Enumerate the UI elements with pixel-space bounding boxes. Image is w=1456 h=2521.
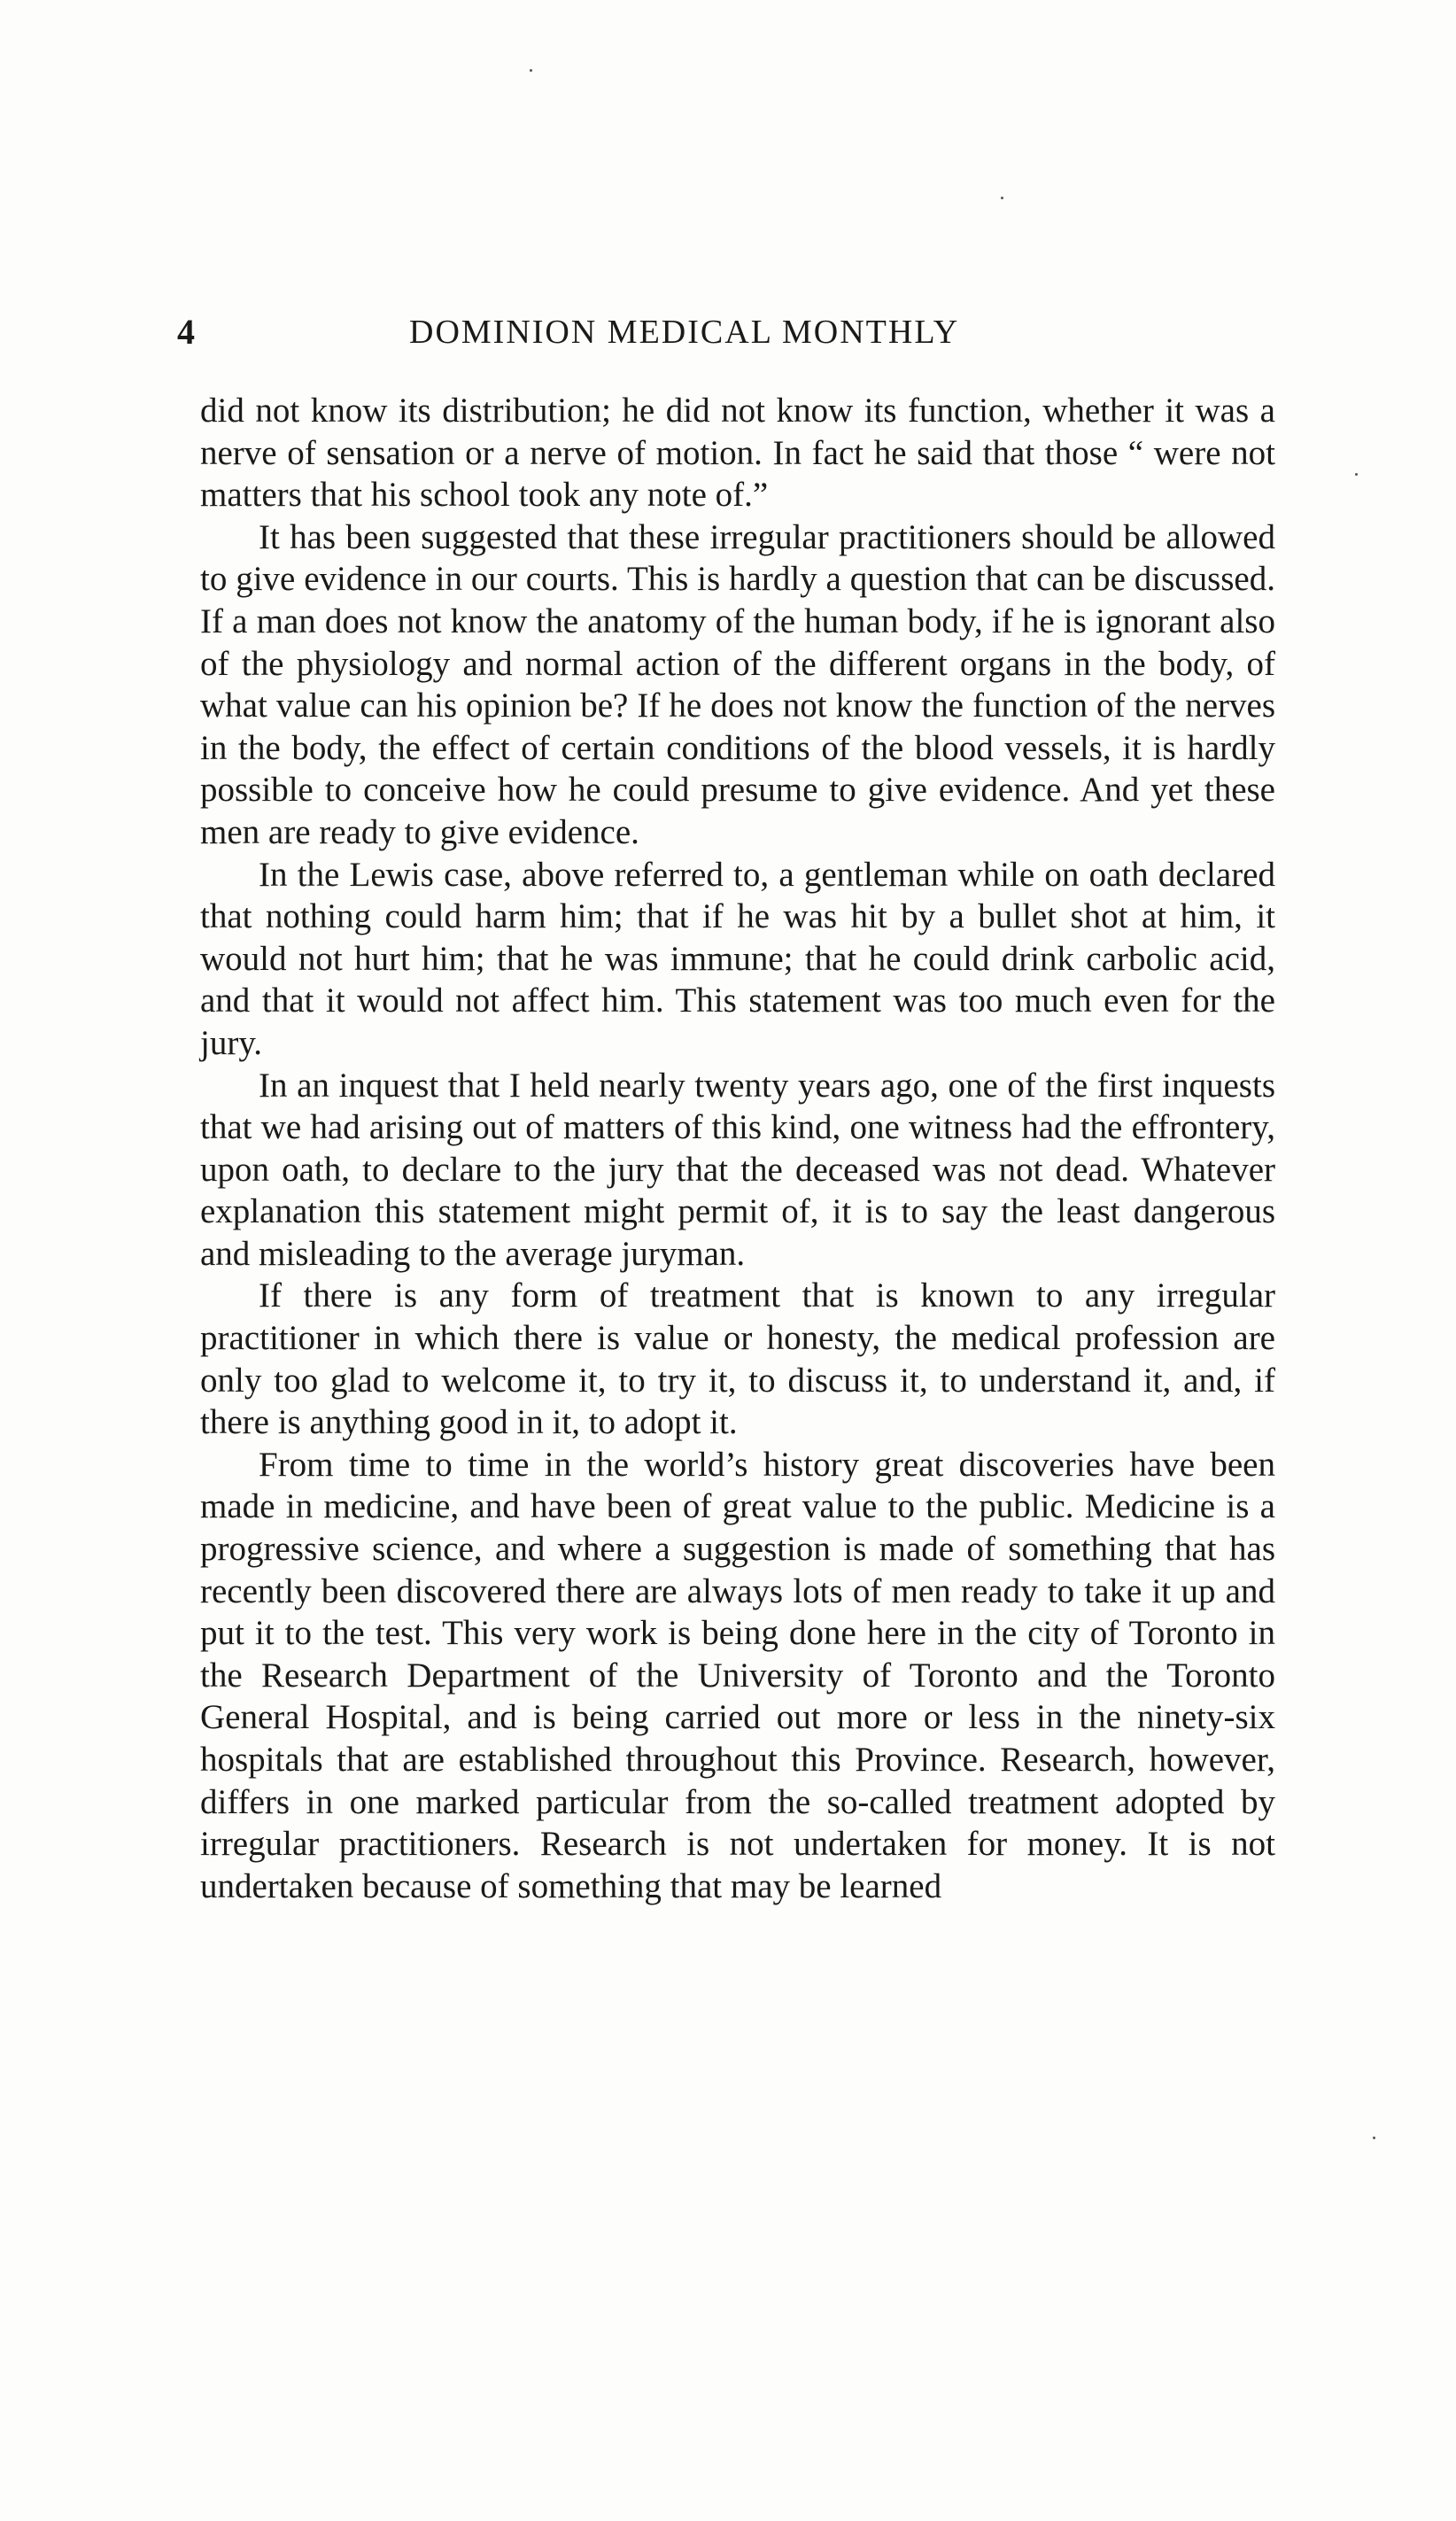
paragraph: did not know its distribution; he did not know its function, whether it was a nerve of sensation or a nerve of motion. In fact he said that those “ were not matters that his school took any note of.” [200,392,1275,515]
page-number: 4 [177,312,195,352]
paragraph: In the Lewis case, above referred to, a gentleman while on oath declared that nothing could harm him; that if he was hit by a bullet shot at him, it would not hurt him; that he was immune; that he could drink carbolic acid, and that it would not affect him. This statement was too much even for the jury. [200,855,1275,1062]
paragraph: It has been suggested that these irregular practitioners should be allowed to give evidence in our courts. This is hardly a question that can be discussed. If a man does not know the anatomy of the human body, if he is ignorant also of the physiology and normal action of the different organs in the body, of what value can his opinion be? If he does not know the function of the nerves in the body, the effect of certain conditions of the blood vessels, it is hardly possible to conceive how he could presume to give evidence. And yet these men are ready to give evidence. [200,517,1275,851]
paper-speck [530,69,532,72]
paragraph: From time to time in the world’s history great discoveries have been made in medicine, and have been of great value to the public. Medicine is a progressive science, and where a suggestion is made of something that has recently been discovered there are always lots of men ready to take it up and put it to the test. This very work is being done here in the city of Toronto in the Research Department of the University of Toronto and the Toronto General Hospital, and is being carried out more or less in the ninety-six hospitals that are established throughout this Province. Research, however, differs in one marked particular from the so-called treatment adopted by irregular practitioners. Research is not undertaken for money. It is not undertaken because of something that may be learned [200,1445,1275,1905]
page-header [177,306,1275,359]
paper-speck [1001,197,1003,199]
paper-speck [1373,2137,1375,2139]
body-text [200,390,1275,1907]
paragraph: If there is any form of treatment that is known to any irregular practitioner in which there is value or honesty, the medical profession are only too glad to welcome it, to try it, to discuss it, to understand it, and, if there is anything good in it, to adopt it. [200,1276,1275,1442]
paper-speck [1355,473,1358,476]
running-head: DOMINION MEDICAL MONTHLY [409,314,960,351]
paragraph: In an inquest that I held nearly twenty years ago, one of the first inquests that we had arising out of matters of this kind, one witness had the effrontery, upon oath, to declare to the jury that the deceased was not dead. Whatever explanation this statement might permit of, it is to say the least dangerous and misleading to the average juryman. [200,1066,1275,1273]
